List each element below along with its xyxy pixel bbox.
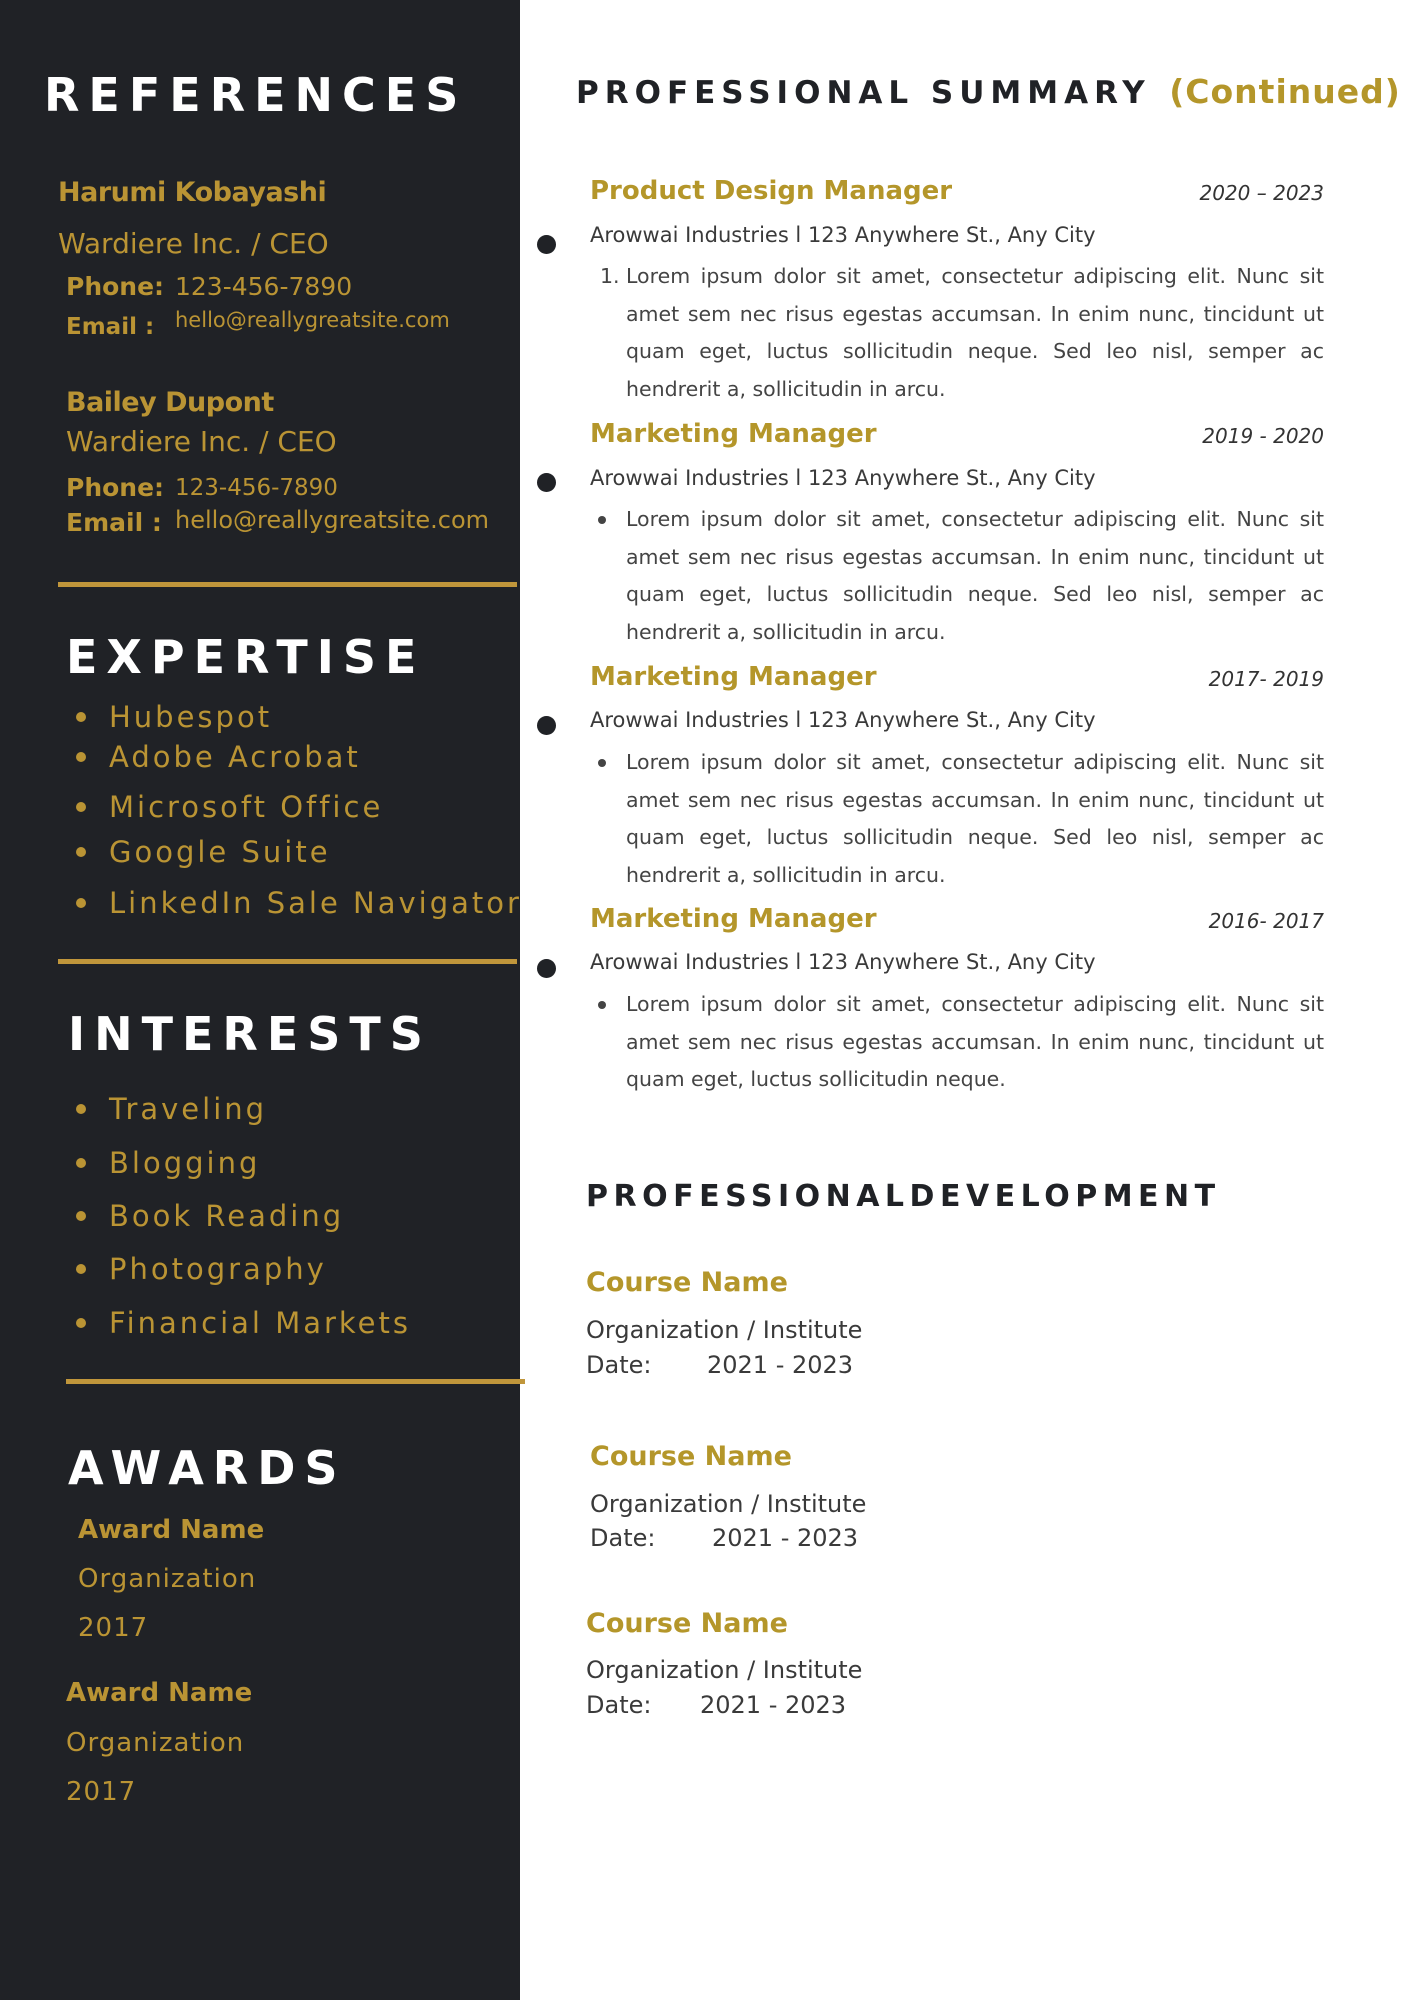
timeline-dot [537, 473, 556, 492]
reference-email: hello@reallygreatsite.com [175, 308, 450, 332]
reference-name: Harumi Kobayashi [58, 177, 327, 208]
timeline-dot [537, 235, 556, 254]
awards-heading: AWARDS [68, 1441, 347, 1495]
course-organization: Organization / Institute [590, 1490, 867, 1518]
expertise-heading: EXPERTISE [66, 630, 426, 684]
award-year: 2017 [66, 1777, 137, 1807]
reference-email-label: Email : [66, 314, 155, 340]
job-dates: 2020 – 2023 [1199, 181, 1324, 205]
expertise-item: Google Suite [76, 835, 331, 869]
job-description: Lorem ipsum dolor sit amet, consectetur adipiscing elit. Nunc sit amet sem nec risus egestas accumsan. In enim nunc, tincidunt ut quam eget, luctus sollicitudin neque. Sed leo nisl, semper ac hendrerit a, sollicitudin in arcu. [626, 750, 1324, 887]
development-heading: PROFESSIONALDEVELOPMENT [586, 1179, 1221, 1214]
interest-item: Traveling [76, 1092, 267, 1126]
reference-role: Wardiere Inc. / CEO [66, 425, 337, 458]
job-title: Marketing Manager [590, 419, 877, 449]
expertise-item: Hubespot [76, 700, 272, 734]
course-name: Course Name [586, 1608, 788, 1639]
interest-item: Blogging [76, 1146, 260, 1180]
references-heading: REFERENCES [44, 68, 468, 122]
interest-item: Book Reading [76, 1199, 344, 1233]
job-company: Arowwai Industries l 123 Anywhere St., Any City [590, 466, 1096, 490]
summary-heading: PROFESSIONAL SUMMARY [576, 75, 1151, 111]
course-date: 2021 - 2023 [712, 1524, 859, 1552]
interest-item: Photography [76, 1252, 327, 1286]
reference-role: Wardiere Inc. / CEO [58, 227, 329, 260]
job-description: Lorem ipsum dolor sit amet, consectetur adipiscing elit. Nunc sit amet sem nec risus egestas accumsan. In enim nunc, tincidunt ut quam eget, luctus sollicitudin neque. Sed leo nisl, semper ac hendrerit a, sollicitudin in arcu. [626, 507, 1324, 644]
section-divider [58, 959, 517, 964]
job-title: Marketing Manager [590, 662, 877, 692]
bullet-marker [598, 1001, 606, 1009]
timeline-dot [537, 959, 556, 978]
reference-phone: 123-456-7890 [175, 475, 338, 501]
reference-phone-label: Phone: [66, 473, 165, 502]
expertise-item: LinkedIn Sale Navigator [76, 886, 522, 920]
job-title: Product Design Manager [590, 176, 953, 206]
job-description: Lorem ipsum dolor sit amet, consectetur adipiscing elit. Nunc sit amet sem nec risus egestas accumsan. In enim nunc, tincidunt ut quam eget, luctus sollicitudin neque. [626, 992, 1324, 1091]
course-date-label: Date: [586, 1691, 652, 1719]
job-dates: 2019 - 2020 [1202, 424, 1324, 448]
reference-phone-label: Phone: [66, 272, 165, 301]
interests-heading: INTERESTS [68, 1007, 432, 1061]
summary-heading-row [576, 72, 1401, 111]
course-name: Course Name [586, 1267, 788, 1298]
summary-continued: (Continued) [1169, 72, 1401, 111]
section-divider [66, 1379, 525, 1384]
award-organization: Organization [66, 1728, 245, 1758]
award-name: Award Name [78, 1515, 265, 1545]
bullet-marker [598, 759, 606, 767]
job-description: Lorem ipsum dolor sit amet, consectetur adipiscing elit. Nunc sit amet sem nec risus egestas accumsan. In enim nunc, tincidunt ut quam eget, luctus sollicitudin neque. Sed leo nisl, semper ac hendrerit a, sollicitudin in arcu. [626, 264, 1324, 401]
expertise-item: Microsoft Office [76, 790, 383, 824]
course-organization: Organization / Institute [586, 1656, 863, 1684]
job-company: Arowwai Industries l 123 Anywhere St., Any City [590, 708, 1096, 732]
expertise-item: Adobe Acrobat [76, 740, 361, 774]
list-number: 1. [600, 264, 620, 288]
reference-email-label: Email : [66, 508, 162, 537]
award-organization: Organization [78, 1564, 257, 1594]
course-date-label: Date: [590, 1524, 656, 1552]
course-date-label: Date: [586, 1351, 652, 1379]
section-divider [58, 582, 517, 587]
course-organization: Organization / Institute [586, 1316, 863, 1344]
interest-item: Financial Markets [76, 1306, 411, 1340]
reference-name: Bailey Dupont [66, 387, 274, 418]
job-company: Arowwai Industries l 123 Anywhere St., Any City [590, 223, 1096, 247]
job-title: Marketing Manager [590, 904, 877, 934]
job-company: Arowwai Industries l 123 Anywhere St., Any City [590, 950, 1096, 974]
sidebar [0, 0, 520, 2000]
timeline-dot [537, 716, 556, 735]
course-date: 2021 - 2023 [707, 1351, 854, 1379]
award-name: Award Name [66, 1678, 253, 1708]
reference-email: hello@reallygreatsite.com [175, 506, 490, 534]
job-dates: 2017- 2019 [1208, 667, 1324, 691]
bullet-marker [598, 516, 606, 524]
job-dates: 2016- 2017 [1208, 909, 1324, 933]
course-name: Course Name [590, 1441, 792, 1472]
reference-phone: 123-456-7890 [175, 272, 353, 301]
award-year: 2017 [78, 1613, 149, 1643]
course-date: 2021 - 2023 [700, 1691, 847, 1719]
